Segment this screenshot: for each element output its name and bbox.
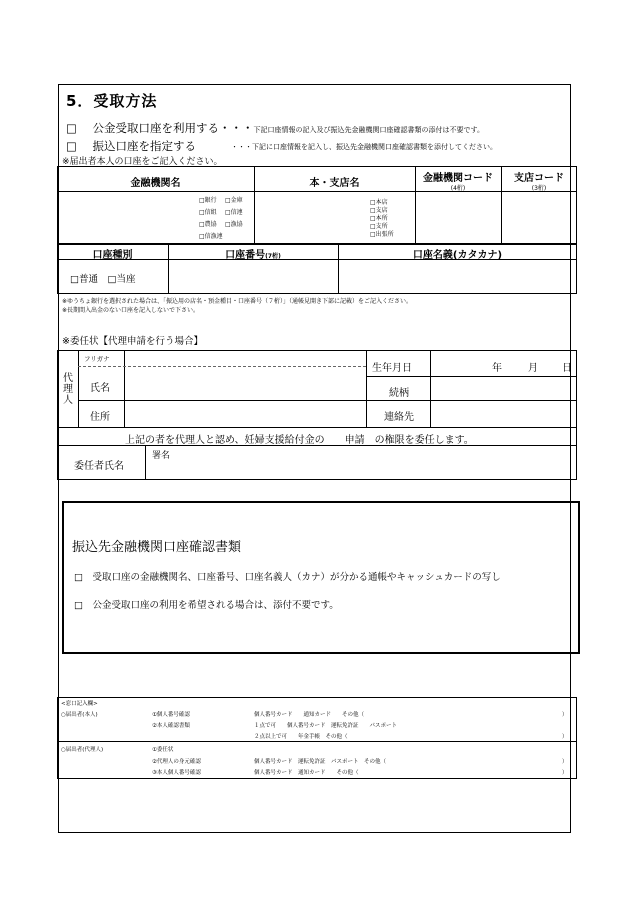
bank-note-dormant: ※長期間入出金のない口座を記入しないで下さい。 <box>62 307 200 314</box>
contact-label: 連絡先 <box>384 412 414 423</box>
checkbox[interactable]: □ <box>66 139 77 153</box>
relation-label: 続柄 <box>389 388 409 399</box>
window-title: <窓口記入欄> <box>61 701 98 707</box>
bank-type-nokyo[interactable]: □農協 <box>199 221 217 228</box>
bank-type-gyokyo[interactable]: □漁協 <box>225 221 243 228</box>
instruction: ※届出者本人の口座をご記入ください。 <box>62 157 223 167</box>
option-note: 下記口座情報の記入及び振込先金融機関口座確認書類の添付は不要です。 <box>253 126 484 134</box>
proxy-side-label: 代理人 <box>63 373 73 406</box>
window-proxy-item: ①委任状 <box>152 747 174 753</box>
bank-note-yucho: ※ゆうちょ銀行を選択された場合は、「振込用の店名・預金種目・口座番号（７桁）」（通帳見開き下部に記載）をご記入ください。 <box>62 298 413 305</box>
account-type-options[interactable]: □普通 □当座 <box>70 274 136 285</box>
proxy-address-label: 住所 <box>90 412 110 423</box>
branch-name-header: 本・支店名 <box>309 178 360 189</box>
window-self-detail: 個人番号カード 通知カード その他（ <box>254 712 365 718</box>
window-self-detail: １点で可 個人番号カード 運転免許証 パスポート <box>254 723 398 729</box>
branch-type-honten[interactable]: □本店 <box>370 199 388 206</box>
divider <box>57 427 577 428</box>
window-proxy-close: ） <box>562 770 568 776</box>
window-self-label: ○届出者(本人) <box>61 712 98 718</box>
option-label: 公金受取口座を利用する・・・ <box>92 121 254 135</box>
delegation-statement: 上記の者を代理人と認め、妊婦支援給付金の 申請 の権限を委任します。 <box>125 435 474 446</box>
delegator-label: 委任者氏名 <box>74 461 124 472</box>
branch-type-honsho[interactable]: □本所 <box>370 215 388 222</box>
bank-type-shinkumi[interactable]: □信組 <box>199 209 217 216</box>
section-title: 5．受取方法 <box>66 92 158 110</box>
bank-type-kinko[interactable]: □金庫 <box>225 197 243 204</box>
furigana-label: フリガナ <box>84 355 110 363</box>
bank-type-shinren[interactable]: □信連 <box>225 209 243 216</box>
window-self-item: ①個人番号確認 <box>152 712 190 718</box>
bank-name-header: 金融機関名 <box>130 178 181 189</box>
window-self-detail: ２点以上で可 年金手帳 その他（ <box>254 734 348 740</box>
branch-type-shuchosho[interactable]: □出張所 <box>370 231 394 238</box>
birth-label: 生年月日 <box>372 363 412 374</box>
option-label: 振込口座を指定する <box>92 139 197 153</box>
document-item: □ 受取口座の金融機関名、口座番号、口座名義人（カナ）が分かる通帳やキャッシュカードの写し <box>74 572 501 583</box>
window-self-item: ②本人確認書類 <box>152 723 190 729</box>
account-number-header: 口座番号(7桁) <box>225 250 281 261</box>
option-note: ・・・下記に口座情報を記入し、振込先金融機関口座確認書類を添付してください。 <box>231 143 497 151</box>
window-proxy-detail: 個人番号カード 運転免許証 パスポート その他（ <box>254 759 387 765</box>
window-proxy-item: ②代理人の身元確認 <box>152 759 201 765</box>
window-self-close: ） <box>562 712 568 718</box>
bank-code-header: 金融機関コード <box>423 173 493 184</box>
signature-label: 署名 <box>152 451 171 461</box>
checkbox[interactable]: □ <box>66 121 77 135</box>
divider <box>57 741 577 742</box>
divider <box>78 350 79 427</box>
divider <box>145 445 146 480</box>
divider <box>124 350 125 427</box>
birth-month-unit: 月 <box>528 363 538 374</box>
window-self-close: ） <box>562 734 568 740</box>
birth-year-unit: 年 <box>492 363 502 374</box>
divider <box>78 400 577 401</box>
bank-type-shingyoren[interactable]: □信漁連 <box>199 233 223 240</box>
birth-day-unit: 日 <box>562 363 572 374</box>
window-proxy-detail: 個人番号カード 通知カード その他（ <box>254 770 359 776</box>
window-proxy-close: ） <box>562 759 568 765</box>
divider <box>366 376 577 377</box>
bank-code-digits: (4桁) <box>450 185 466 192</box>
branch-code-digits: (3桁) <box>531 185 547 192</box>
divider <box>57 243 577 245</box>
option-public-account[interactable] <box>66 120 484 136</box>
divider <box>366 350 367 427</box>
branch-type-shiten[interactable]: □支店 <box>370 207 388 214</box>
option-transfer-account[interactable] <box>66 138 196 154</box>
window-proxy-label: ○届出者(代理人) <box>61 747 104 753</box>
bank-type-bank[interactable]: □銀行 <box>199 197 217 204</box>
proxy-name-label: 氏名 <box>90 383 110 394</box>
document-item: □ 公金受取口座の利用を希望される場合は、添付不要です。 <box>74 600 339 611</box>
divider <box>78 366 366 367</box>
branch-type-shisho[interactable]: □支所 <box>370 223 388 230</box>
window-proxy-item: ③本人個人番号確認 <box>152 770 201 776</box>
divider <box>430 350 431 427</box>
account-type-header: 口座種別 <box>92 250 133 261</box>
documents-title: 振込先金融機関口座確認書類 <box>72 540 242 555</box>
branch-code-header: 支店コード <box>514 173 564 184</box>
account-holder-header: 口座名義(カタカナ) <box>412 250 503 261</box>
proxy-title: ※委任状【代理申請を行う場合】 <box>62 336 203 347</box>
